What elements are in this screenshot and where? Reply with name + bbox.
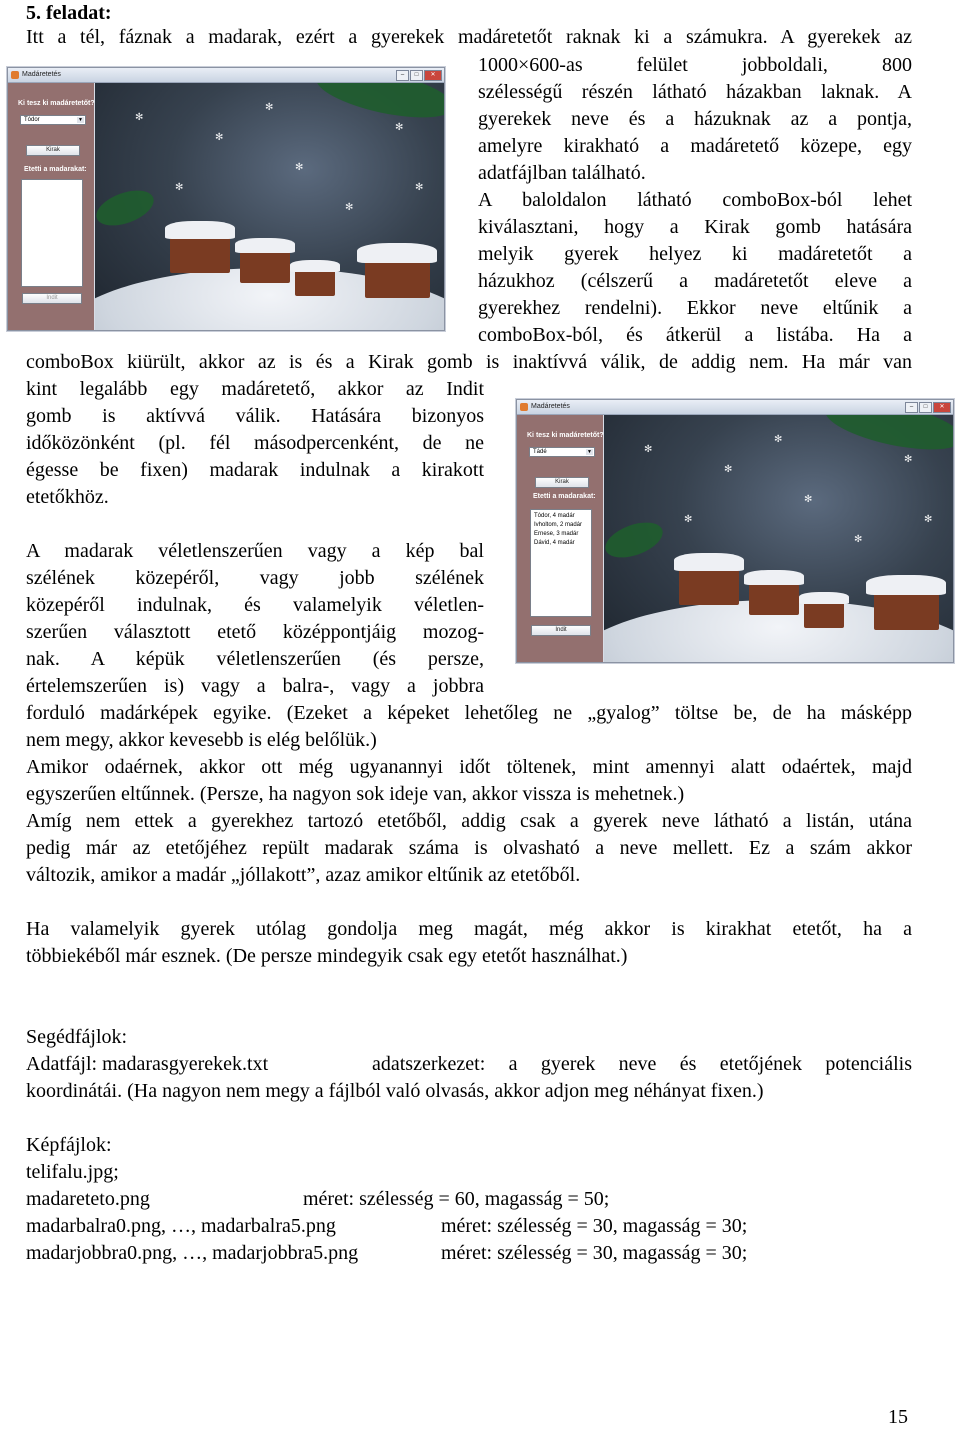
paragraph-line: etetőkhöz. [26, 486, 109, 508]
paragraph-line: közepéről indulnak, és valamelyik véletlen- [26, 594, 484, 616]
paragraph-line: időközönként (pl. fél másodpercenként, de ne [26, 432, 484, 454]
paragraph-line: házukhoz (célszerű a madáretetőt eleve a [478, 270, 912, 292]
image-file-size: méret: szélesség = 60, magasság = 50; [303, 1188, 610, 1210]
helper-files-title: Segédfájlok: [26, 1026, 128, 1048]
paragraph-line: kiválasztani, hogy a Kirak gomb hatására [478, 216, 912, 238]
paragraph-line: Amikor odaérnek, akkor ott még ugyanannyi időt töltenek, mint amennyi alatt odaértek, majd [26, 756, 912, 778]
paragraph-line: értelemszerűen is) vagy a balra-, vagy a jobbra [26, 675, 484, 697]
control-panel [517, 415, 603, 662]
feeder-list[interactable] [21, 179, 83, 287]
image-file-name: madarbalra0.png, …, madarbalra5.png [26, 1215, 336, 1237]
intro-line: Itt a tél, fáznak a madarak, ezért a gyerekek madáretetőt raknak ki a számukra. A gyerekek az [26, 26, 912, 48]
control-panel [8, 83, 94, 330]
paragraph-line: gomb is aktívvá válik. Hatására bizonyos [26, 405, 484, 427]
paragraph-line: amelyre kirakható a madáretető közepe, egy [478, 135, 912, 157]
data-file-desc-2: koordinátái. (Ha nagyon nem megy a fájlból való olvasás, akkor adjon meg néhányat fixen.) [26, 1080, 764, 1102]
paragraph-line: melyik gyerek helyez ki madáretetőt a [478, 243, 912, 265]
feeder-list[interactable] [530, 509, 592, 617]
chevron-down-icon[interactable]: ▼ [78, 117, 83, 123]
paragraph-line: 1000×600-as felület jobboldali, 800 [478, 54, 912, 76]
minimize-icon[interactable]: – [905, 402, 918, 413]
paragraph-line: comboBox kiürült, akkor az is és a Kirak gomb is inaktívvá válik, de addig nem. Ha már van [26, 351, 912, 373]
list-label: Etetti a madarakat: [24, 166, 87, 173]
minimize-icon[interactable]: – [396, 70, 409, 81]
screenshot-window-2 [516, 399, 954, 663]
close-icon[interactable]: ✕ [933, 402, 951, 413]
close-icon[interactable]: ✕ [424, 70, 442, 81]
window-titlebar [8, 68, 444, 83]
image-files-title: Képfájlok: [26, 1134, 112, 1156]
paragraph-line: gyerekek neve és a házuknak az a pontja, [478, 108, 912, 130]
list-item[interactable]: Ernese, 3 madár [534, 531, 579, 537]
paragraph-line: nem megy, akkor kevesebb is elég belőlük.) [26, 729, 377, 751]
image-file-size: méret: szélesség = 30, magasság = 30; [441, 1242, 748, 1264]
paragraph-line: szélének közepéről, vagy jobb szélének [26, 567, 484, 589]
paragraph-line: kint legalább egy madáretető, akkor az Indit [26, 378, 484, 400]
task-heading: 5. feladat: [26, 2, 112, 24]
indit-button[interactable]: Indit [22, 293, 82, 304]
list-item[interactable]: Tódor, 4 madár [534, 513, 575, 519]
image-file-name: telifalu.jpg; [26, 1161, 119, 1183]
data-file-desc: adatszerkezet: a gyerek neve és etetőjének potenciális [372, 1053, 912, 1075]
paragraph-line: A baloldalon látható comboBox-ból lehet [478, 189, 912, 211]
maximize-icon[interactable]: □ [410, 70, 423, 81]
paragraph-line: égesse be fixen) madarak indulnak a kirakott [26, 459, 484, 481]
paragraph-line: többiekéből már esznek. (De persze mindegyik csak egy etetőt használhat.) [26, 945, 628, 967]
paragraph-line: A madarak véletlenszerűen vagy a kép bal [26, 540, 484, 562]
paragraph-line: Amíg nem ettek a gyerekhez tartozó etetőből, addig csak a gyerek neve látható a listán, utána [26, 810, 912, 832]
app-icon [520, 403, 528, 411]
question-label: Ki tesz ki madáretetőt? [527, 432, 604, 439]
winter-village-image: ✻ ✻ ✻ ✻ ✻ ✻ ✻ ✻ [95, 83, 444, 330]
paragraph-line: comboBox-ból, és átkerül a listába. Ha a [478, 324, 912, 346]
winter-village-image: ✻ ✻ ✻ ✻ ✻ ✻ ✻ ✻ [604, 415, 953, 662]
kirak-button[interactable]: Kirak [535, 477, 589, 488]
screenshot-window-1 [7, 67, 445, 331]
window-title: Madáretetés [22, 71, 61, 78]
data-file-label: Adatfájl: madarasgyerekek.txt [26, 1053, 269, 1075]
paragraph-line: gyerekhez rendelni). Ekkor neve eltűnik a [478, 297, 912, 319]
list-item[interactable]: Dávid, 4 madár [534, 540, 575, 546]
maximize-icon[interactable]: □ [919, 402, 932, 413]
window-controls [905, 402, 951, 413]
page-number: 15 [888, 1406, 908, 1428]
paragraph-line: szerűen választott etető középpontjáig mozog- [26, 621, 484, 643]
question-label: Ki tesz ki madáretetőt? [18, 100, 95, 107]
kirak-button[interactable]: Kirak [26, 145, 80, 156]
window-title: Madáretetés [531, 403, 570, 410]
list-label: Etetti a madarakat: [533, 493, 596, 500]
child-combobox[interactable] [529, 447, 595, 457]
app-icon [11, 71, 19, 79]
image-file-size: méret: szélesség = 30, magasság = 30; [441, 1215, 748, 1237]
paragraph-line: adatfájlban található. [478, 162, 646, 184]
image-file-name: madarjobbra0.png, …, madarjobbra5.png [26, 1242, 359, 1264]
combobox-value: Tódor [24, 117, 40, 123]
window-titlebar [517, 400, 953, 415]
chevron-down-icon[interactable]: ▼ [587, 449, 592, 455]
paragraph-line: nak. A képük véletlenszerűen (és persze, [26, 648, 484, 670]
paragraph-line: Ha valamelyik gyerek utólag gondolja meg magát, még akkor is kirakhat etetőt, ha a [26, 918, 912, 940]
paragraph-line: szélességű részén látható házakban laknak. A [478, 81, 912, 103]
image-file-name: madareteto.png [26, 1188, 150, 1210]
window-controls [396, 70, 442, 81]
list-item[interactable]: Ivholtom, 2 madár [534, 522, 583, 528]
child-combobox[interactable] [20, 115, 86, 125]
paragraph-line: pedig már az etetőjéhez repült madarak száma is olvasható a neve mellett. Ez a szám akkor [26, 837, 912, 859]
paragraph-line: forduló madárképek egyike. (Ezeket a képeket lehetőleg ne „gyalog” töltse be, de ha másképp [26, 702, 912, 724]
paragraph-line: változik, amikor a madár „jóllakott”, azaz amikor eltűnik az etetőből. [26, 864, 581, 886]
paragraph-line: egyszerűen eltűnnek. (Persze, ha nagyon sok ideje van, akkor vissza is mehetnek.) [26, 783, 685, 805]
indit-button[interactable]: Indit [531, 625, 591, 636]
combobox-value: Tádé [533, 449, 547, 455]
